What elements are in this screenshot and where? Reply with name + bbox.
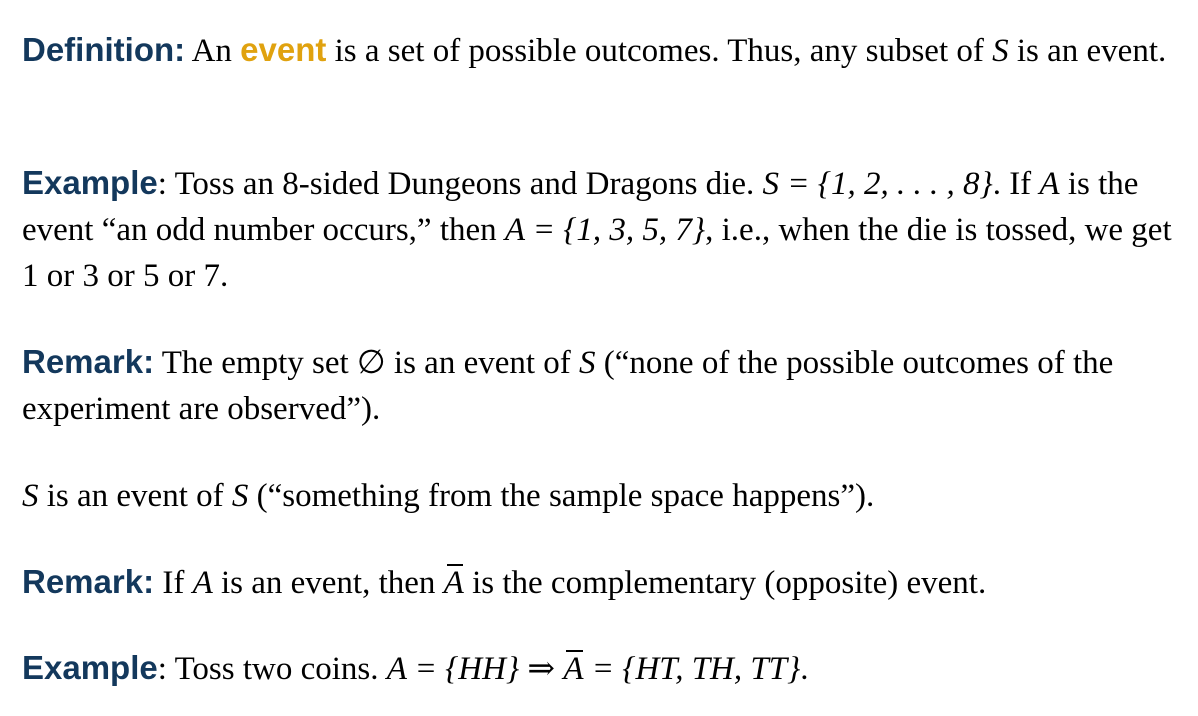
remark-complement-paragraph [22,559,1182,606]
example-colon: : [157,651,167,687]
example-die-paragraph [22,160,1182,299]
math-complement-set: = {HT, TH, TT} [583,651,801,687]
sentence-text-1: is an event of [38,478,232,514]
sentence-text-2: (“something from the sample space happens”). [248,478,875,514]
remark-text-1: If [154,565,193,601]
example-text-3: is the event “an odd number occurs,” then [22,166,1139,248]
math-S: S [992,33,1009,69]
remark-label: Remark: [22,343,155,380]
example-label: Example [22,649,158,686]
definition-text-2: is a set of possible outcomes. Thus, any subset of [326,33,993,69]
math-A-bar: A [563,646,583,692]
example-text-2: . [800,651,809,687]
example-text-1: Toss an 8-sided Dungeons and Dragons die. [166,166,763,202]
example-text-4: , i.e., when the die is tossed, we get 1 or 3 or 5 or 7. [22,212,1172,294]
math-A-bar: A [444,560,464,606]
math-A: A [386,651,407,687]
remark-text-2: is an event, then [212,565,444,601]
definition-text-1: An [185,33,241,69]
definition-label: Definition: [22,31,186,68]
math-odd-set: A = {1, 3, 5, 7} [504,212,706,248]
math-A: A [192,565,213,601]
event-term: event [240,31,327,68]
math-sample-space: S = {1, 2, . . . , 8} [762,166,993,202]
definition-text-3: is an event. [1008,33,1167,69]
remark-label: Remark: [22,563,155,600]
example-text-1: Toss two coins. [166,651,387,687]
math-event-HH: = {HH} ⇒ [406,651,564,687]
sample-space-sentence [22,473,1182,519]
remark-text-1: The empty set ∅ is an event of [154,345,580,381]
math-S: S [579,345,596,381]
example-text-2: . If [992,166,1040,202]
math-S: S [22,478,39,514]
math-S: S [231,478,249,514]
example-coins-paragraph [22,645,1182,692]
math-A: A [1039,166,1060,202]
remark-text-3: is the complementary (opposite) event. [463,565,987,601]
remark-empty-set-paragraph [22,339,1182,432]
example-label: Example [22,164,158,201]
remark-text-2: (“none of the possible outcomes of the experiment are observed”). [22,345,1114,427]
definition-paragraph [22,27,1182,74]
example-colon: : [157,166,167,202]
